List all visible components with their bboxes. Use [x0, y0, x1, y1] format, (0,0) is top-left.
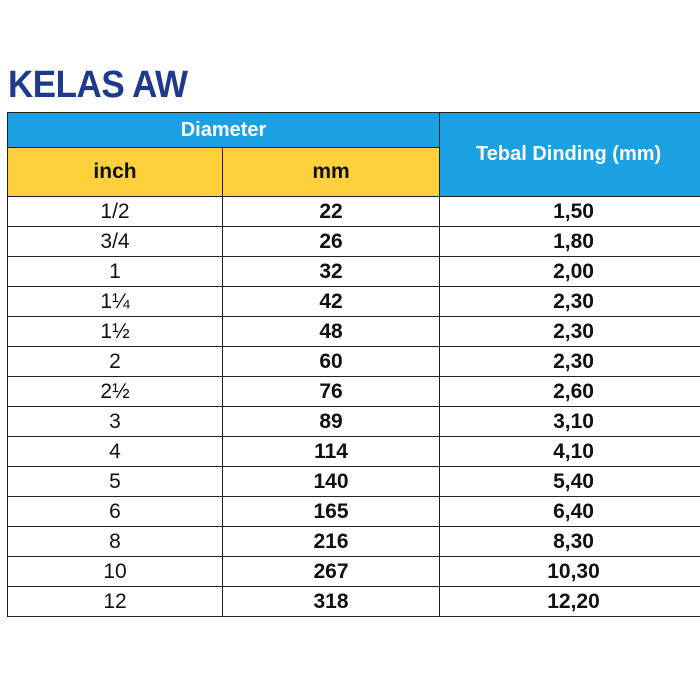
- cell-mm: 22: [223, 197, 440, 227]
- cell-thickness: 5,40: [440, 467, 700, 497]
- cell-inch: 3/4: [8, 227, 223, 257]
- cell-thickness: 8,30: [440, 527, 700, 557]
- cell-inch: 1/2: [8, 197, 223, 227]
- cell-inch: 5: [8, 467, 223, 497]
- cell-thickness: 2,00: [440, 257, 700, 287]
- cell-thickness: 12,20: [440, 587, 700, 617]
- table-row: [8, 587, 700, 617]
- cell-mm: 60: [223, 347, 440, 377]
- cell-inch: 1: [8, 257, 223, 287]
- cell-inch: 10: [8, 557, 223, 587]
- cell-thickness: 2,30: [440, 287, 700, 317]
- cell-thickness: 2,30: [440, 317, 700, 347]
- table-row: [8, 347, 700, 377]
- cell-thickness: 6,40: [440, 497, 700, 527]
- cell-mm: 267: [223, 557, 440, 587]
- table-row: [8, 497, 700, 527]
- cell-inch: 4: [8, 437, 223, 467]
- table-row: [8, 437, 700, 467]
- table-row: [8, 197, 700, 227]
- table-row: [8, 377, 700, 407]
- cell-mm: 89: [223, 407, 440, 437]
- cell-mm: 140: [223, 467, 440, 497]
- cell-mm: 318: [223, 587, 440, 617]
- cell-mm: 26: [223, 227, 440, 257]
- cell-mm: 32: [223, 257, 440, 287]
- cell-mm: 48: [223, 317, 440, 347]
- cell-inch: 2: [8, 347, 223, 377]
- table-row: [8, 407, 700, 437]
- cell-thickness: 4,10: [440, 437, 700, 467]
- cell-inch: 3: [8, 407, 223, 437]
- cell-mm: 42: [223, 287, 440, 317]
- header-diameter: Diameter: [8, 113, 440, 148]
- table-row: [8, 257, 700, 287]
- cell-inch: 1½: [8, 317, 223, 347]
- cell-thickness: 1,80: [440, 227, 700, 257]
- header-inch: inch: [8, 148, 223, 197]
- page-title: KELAS AW: [8, 64, 188, 106]
- pipe-spec-table: [7, 112, 700, 617]
- cell-thickness: 2,60: [440, 377, 700, 407]
- header-thickness: Tebal Dinding (mm): [440, 113, 700, 197]
- table-row: [8, 527, 700, 557]
- cell-inch: 1¼: [8, 287, 223, 317]
- table-row: [8, 227, 700, 257]
- cell-mm: 165: [223, 497, 440, 527]
- cell-mm: 76: [223, 377, 440, 407]
- cell-thickness: 1,50: [440, 197, 700, 227]
- header-mm: mm: [223, 148, 440, 197]
- cell-mm: 114: [223, 437, 440, 467]
- cell-inch: 6: [8, 497, 223, 527]
- cell-inch: 8: [8, 527, 223, 557]
- table-row: [8, 287, 700, 317]
- table-row: [8, 557, 700, 587]
- cell-mm: 216: [223, 527, 440, 557]
- cell-inch: 12: [8, 587, 223, 617]
- table-row: [8, 317, 700, 347]
- cell-thickness: 10,30: [440, 557, 700, 587]
- cell-thickness: 2,30: [440, 347, 700, 377]
- cell-inch: 2½: [8, 377, 223, 407]
- table-row: [8, 467, 700, 497]
- cell-thickness: 3,10: [440, 407, 700, 437]
